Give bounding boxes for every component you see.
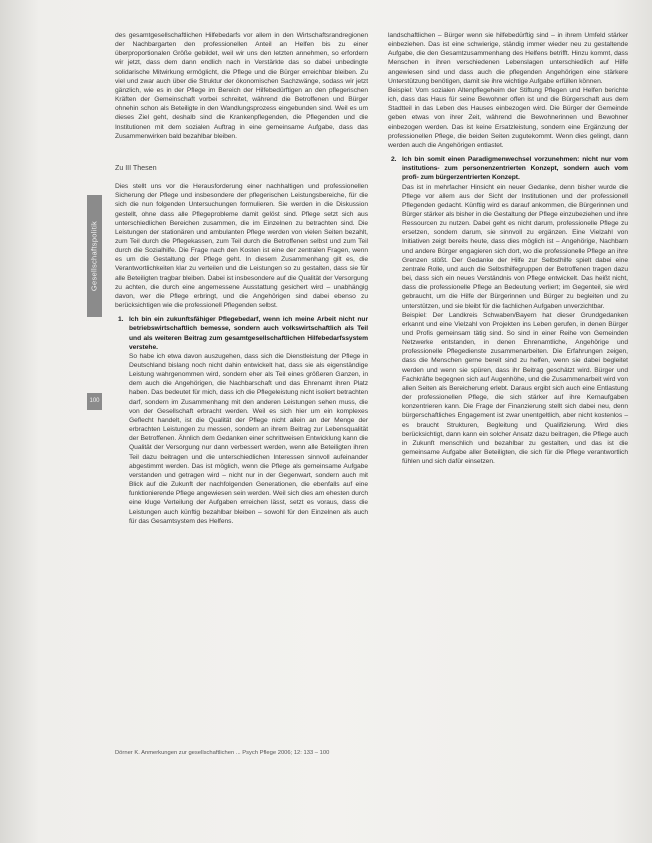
thesis-1-number: 1. <box>118 316 124 324</box>
section-tab-label: Gesellschaftspolitik <box>89 220 99 292</box>
thesis-1-heading: Ich bin ein zukunftsfähiger Pflegebedarf, wenn ich meine Arbeit nicht nur betriebswirtschaftlich bemesse, sondern auch volkswirtschaftlich als Teil und als weiteren Beitrag zum gesamtgesellschaftlichen Hilfebedarfssystem verstehe. <box>129 316 368 351</box>
page-number: 100 <box>87 393 102 410</box>
right-paragraph-1: landschaftlichen – Bürger wenn sie hilfebedürftig sind – in ihrem Umfeld stärker einbeziehen. Das ist eine schwierige, ständig immer wieder neu zu gestaltende Aufgabe, die den Gesamtzusammenhang des Helfens betrifft. Hinzu kommt, dass Menschen in ihren verschiedenen Lebenslagen unterschiedlich auf Hilfe angewiesen sind und dass auch die pflegenden Angehörigen eine stärkere Unterstützung benötigen, damit sie ihre wichtige Aufgabe erfüllen können. <box>388 32 628 85</box>
thesis-2-number: 2. <box>391 156 397 164</box>
thesis-1 <box>115 315 368 526</box>
thesis-2 <box>388 155 628 466</box>
left-column <box>115 31 368 526</box>
right-paragraph-2: Beispiel: Vom sozialen Altenpflegeheim der Stiftung Pflegen und Helfen berichte ich, dass das Haus für seine Bewohner offen ist und die Bürgerschaft aus dem Stadtteil in das Leben des Hauses einbezogen wird. Die Bürger der Gemeinde geben etwas von ihrer Zeit, während die Bewohnerinnen und Bewohner einbezogen werden. Das ist keine Ersatzleistung, sondern eine Ergänzung der professionellen Pflege, die beiden Seiten zugutekommt. Wenn dies gelingt, dann werden auch die Angehörigen entlastet. <box>388 86 628 149</box>
thesis-1-text: So habe ich etwa davon auszugehen, dass sich die Dienstleistung der Pflege in Deutschland bislang noch nicht dahin entwickelt hat, dass sie als eigenständige Leistung wahrgenommen wird, sondern eher als Teil eines größeren Ganzen, in dem auch die Angehörigen, die Nachbarschaft und das Ehrenamt ihren Platz haben. Das bedeutet für mich, dass ich die Pflegeleistung nicht isoliert betrachten darf, sondern im Zusammenhang mit den anderen Leistungen sehen muss, die von der Gesellschaft erbracht werden. Weil es sich hier um ein komplexes Geflecht handelt, ist die Qualität der Pflege nicht allein an der Menge der erbrachten Leistungen zu messen, sondern an ihrem Beitrag zur Lebensqualität der Betroffenen. Ähnlich dem Gedanken einer schrittweisen Entwicklung kann die Qualität der Versorgung nur dann verbessert werden, wenn alle Beteiligten ihren Teil dazu beitragen und die unterschiedlichen Interessen sinnvoll aufeinander abgestimmt werden. Das ist möglich, wenn die Pflege als gemeinsame Aufgabe verstanden und getragen wird – nicht nur in der Gegenwart, sondern auch mit Blick auf die Zukunft der nachfolgenden Generationen, die ebenfalls auf eine funktionierende Pflege angewiesen sein werden. Weil sich dies am ehesten durch eine kluge Verteilung der Aufgaben erreichen lässt, setzt es voraus, dass die Leistungen auch künftig bezahlbar bleiben – sowohl für den Einzelnen als auch für das Gesamtsystem des Helfens. <box>129 352 368 525</box>
main-paragraph: Dies stellt uns vor die Herausforderung einer nachhaltigen und professionellen Sicherung der Pflege und insbesondere der pflegerischen Leistungsbereiche, für die sich die nun folgenden Untersuchungen formulieren. Sie werden in die Diskussion gestellt, ohne dass alle Pflegeprobleme damit gelöst sind. Pflege setzt sich aus unterschiedlichen Bereichen zusammen, die im Einzelnen zu betrachten sind. Die Leistungen der stationären und ambulanten Pflege werden von vielen Seiten bezahlt, zum Teil durch die Pflegekassen, zum Teil durch die Betroffenen selbst und zum Teil durch die Sozialhilfe. Die Frage nach den Kosten ist eine der zentralen Fragen, wenn es um die Gestaltung der Pflege geht. In diesem Zusammenhang gilt es, die Verantwortlichkeiten klar zu verteilen und die Leistungen so zu gestalten, dass sie für alle Beteiligten tragbar bleiben. Dabei ist insbesondere auf die Qualität der Versorgung zu achten, die durch eine angemessene Ausstattung gesichert wird – unabhängig davon, wer die Pflege erbringt, und die Angehörigen sind dabei ebenso zu berücksichtigen wie die professionell Pflegenden selbst. <box>115 183 368 310</box>
thesis-2-heading: Ich bin somit einen Paradigmenwechsel vorzunehmen: nicht nur vom institutions- zum personenzentrierten Konzept, sondern auch vom profi- zum bürgerzentrierten Konzept. <box>402 156 628 182</box>
right-column <box>388 31 628 466</box>
footer-citation: Dörner K. Anmerkungen zur gesellschaftlichen ... Psych Pflege 2006; 12: 133 – 100 <box>115 750 330 756</box>
thesis-2-text: Das ist in mehrfacher Hinsicht ein neuer Gedanke, denn bisher wurde die Pflege vor allem aus der Sicht der Institutionen und der professionell Pflegenden gedacht. Künftig wird es darauf ankommen, die Bürgerinnen und Bürger stärker als bisher in die Gestaltung der Pflege einzubeziehen und ihre Ressourcen zu nutzen. Dabei geht es nicht darum, professionelle Pflege zu ersetzen, sondern darum, sie sinnvoll zu ergänzen. Eine Vielzahl von Initiativen zeigt bereits heute, dass dies möglich ist – Angehörige, Nachbarn und andere Bürger engagieren sich dort, wo die professionelle Pflege an ihre Grenzen stößt. Der Gedanke der Hilfe zur Selbsthilfe spielt dabei eine zentrale Rolle, und auch die Selbsthilfegruppen der Betroffenen tragen dazu bei, dass sich ein neues Verständnis von Pflege entwickelt. Das heißt nicht, dass die professionelle Pflege an Bedeutung verliert; im Gegenteil, sie wird gebraucht, um die Hilfe der Bürgerinnen und Bürger zu begleiten und zu unterstützen, und sie bleibt für die fachlichen Aufgaben unverzichtbar. <box>402 183 628 310</box>
example-paragraph: Beispiel: Der Landkreis Schwaben/Bayern hat dieser Grundgedanken erkannt und eine Vielzahl von Projekten ins Leben gerufen, in denen Bürger und Profis gemeinsam tätig sind. So sind in einer Reihe von Gemeinden Netzwerke entstanden, in denen Ehrenamtliche, Angehörige und professionelle Pflegedienste zusammenarbeiten. Die Erfahrungen zeigen, dass die Menschen gerne bereit sind zu helfen, wenn sie dabei begleitet werden und wenn sie spüren, dass ihr Beitrag geschätzt wird. Bürger und Fachkräfte begegnen sich auf Augenhöhe, und die Zusammenarbeit wird von allen Seiten als Bereicherung erlebt. Daraus ergibt sich auch eine Entlastung der professionellen Pflege, die sich stärker auf ihre Kernaufgaben konzentrieren kann. Die Frage der Finanzierung stellt sich dabei neu, denn bürgerschaftliches Engagement ist zwar unentgeltlich, aber nicht kostenlos – es braucht Strukturen, Begleitung und Qualifizierung. Wird dies berücksichtigt, dann kann ein solcher Ansatz dazu beitragen, die Pflege auch in Zukunft menschlich und bezahlbar zu gestalten, und das ist die gemeinsame Aufgabe aller Beteiligten, die sich für die Pflege verantwortlich fühlen und sich dafür einsetzen. <box>402 311 628 466</box>
intro-paragraph: des gesamtgesellschaftlichen Hilfebedarfs vor allem in den Wirtschaftsrandregionen der Nachbargarten den professionellen Anteil an Helfen bis zu einer überproportionalen Größe gebildet, weil wir uns den letzten annehmen, so erfordern wir jetzt, dass dem dann endlich nach in Verstärkte das so dabei unbedingte solidarische Mitwirkung ermöglicht, die Pflege und die Bürger erreichbar bleiben. Zu viel und zwar auch über die Struktur der ökonomischen Sachzwänge, sodass wir jetzt gänzlich, wie es in der Pflege im Bereich der Hilfebedürftigen an den pflegerischen Kräften der Gemeinschaft vorbei schreitet, während die Betroffenen und Bürger ohnehin schon als Beteiligte in den Wandlungsprozess eingebunden sind. Weil es um dieses Ziel geht, deshalb sind die Krankenpflegenden, die Pflegenden und die Institutionen mit dem sozialen Auftrag in eine gemeinsame Aufgabe, dass das Zusammenwirken bald bezahlbar bleiben. <box>115 32 368 140</box>
section-heading: Zu III Thesen <box>115 162 157 172</box>
